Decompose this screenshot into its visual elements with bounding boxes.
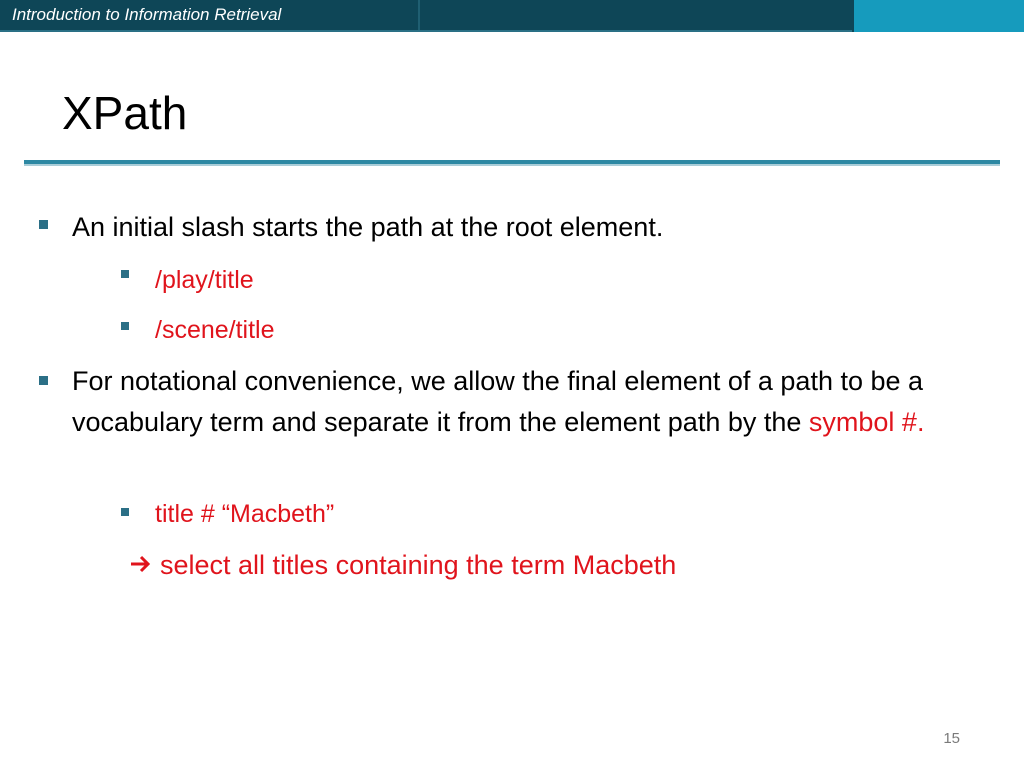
header-middle-segment bbox=[418, 0, 852, 32]
bullet-2-prefix: For notational convenience, we allow the final element of a path to be a vocabulary term and separate it from the element path by the bbox=[72, 366, 924, 437]
arrow-explanation-text: select all titles containing the term Macbeth bbox=[160, 550, 677, 580]
bullet-1-text: An initial slash starts the path at the root element. bbox=[72, 212, 664, 242]
title-rule-shadow bbox=[24, 164, 1000, 166]
sub-bullet-marker bbox=[121, 322, 129, 330]
right-arrow-svg bbox=[130, 554, 152, 574]
sub-bullet-macbeth-query: title # “Macbeth” bbox=[155, 500, 335, 528]
page-number: 15 bbox=[943, 730, 960, 747]
sub-bullet-play-title: /play/title bbox=[155, 266, 254, 294]
sub-bullet-scene-title: /scene/title bbox=[155, 316, 275, 344]
sub-bullet-marker bbox=[121, 270, 129, 278]
slide-title: XPath bbox=[62, 87, 188, 139]
bullet-marker bbox=[39, 220, 48, 229]
symbol-highlight: symbol #. bbox=[808, 407, 925, 437]
header-accent-segment bbox=[854, 0, 1024, 32]
bullet-marker bbox=[39, 376, 48, 385]
sub-bullet-marker bbox=[121, 508, 129, 516]
bullet-2-text bbox=[72, 361, 1002, 443]
right-arrow-icon bbox=[130, 545, 152, 586]
header-underline bbox=[0, 30, 852, 32]
course-title: Introduction to Information Retrieval bbox=[12, 5, 282, 24]
arrow-explanation bbox=[130, 545, 676, 586]
